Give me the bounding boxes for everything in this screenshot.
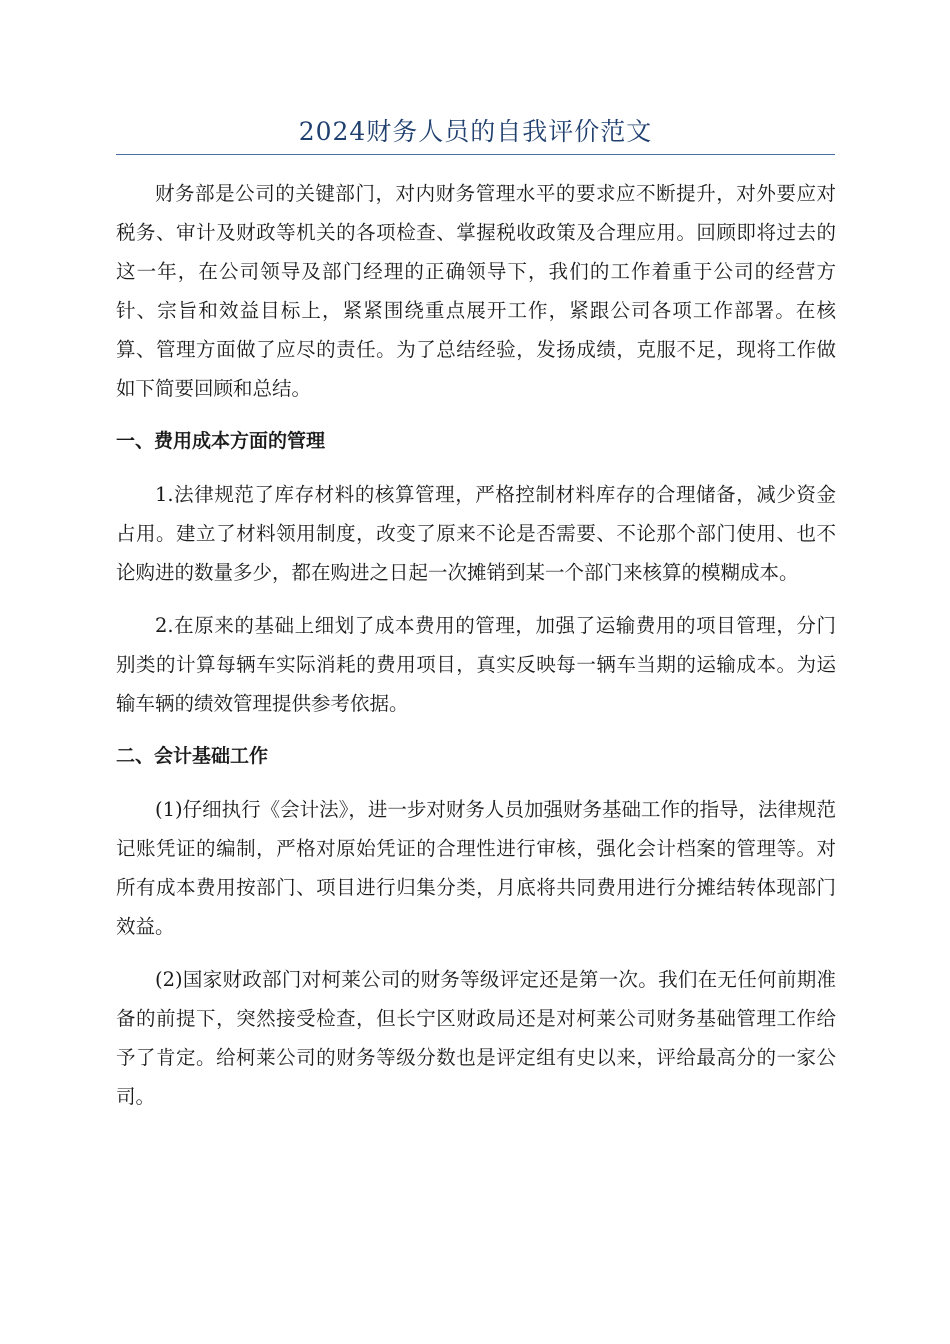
section-heading: 二、会计基础工作 <box>116 745 269 767</box>
section-heading: 一、费用成本方面的管理 <box>116 430 326 452</box>
section-paragraph: 1.法律规范了库存材料的核算管理，严格控制材料库存的合理储备，减少资金占用。建立了材料领用制度，改变了原来不论是否需要、不论那个部门使用、也不论购进的数量多少，都在购进之日起一次摊销到某一个部门来核算的模糊成本。 <box>116 483 836 584</box>
section-cost-management <box>116 422 836 723</box>
document-body <box>116 174 836 1130</box>
intro-paragraph: 财务部是公司的关键部门，对内财务管理水平的要求应不断提升，对外要应对税务、审计及财政等机关的各项检查、掌握税收政策及合理应用。回顾即将过去的这一年，在公司领导及部门经理的正确领导下，我们的工作着重于公司的经营方针、宗旨和效益目标上，紧紧围绕重点展开工作，紧跟公司各项工作部署。在核算、管理方面做了应尽的责任。为了总结经验，发扬成绩，克服不足，现将工作做如下简要回顾和总结。 <box>116 182 836 400</box>
title-underline <box>116 154 835 155</box>
section-paragraph: 2.在原来的基础上细划了成本费用的管理，加强了运输费用的项目管理，分门别类的计算每辆车实际消耗的费用项目，真实反映每一辆车当期的运输成本。为运输车辆的绩效管理提供参考依据。 <box>116 614 836 715</box>
document-title: 2024财务人员的自我评价范文 <box>298 117 653 146</box>
section-accounting-basics <box>116 737 836 1116</box>
section-paragraph: (2)国家财政部门对柯莱公司的财务等级评定还是第一次。我们在无任何前期准备的前提下，突然接受检查，但长宁区财政局还是对柯莱公司财务基础管理工作给予了肯定。给柯莱公司的财务等级分数也是评定组有史以来，评给最高分的一家公司。 <box>116 968 836 1108</box>
section-paragraph: (1)仔细执行《会计法》，进一步对财务人员加强财务基础工作的指导，法律规范记账凭证的编制，严格对原始凭证的合理性进行审核，强化会计档案的管理等。对所有成本费用按部门、项目进行归集分类，月底将共同费用进行分摊结转体现部门效益。 <box>116 798 836 938</box>
